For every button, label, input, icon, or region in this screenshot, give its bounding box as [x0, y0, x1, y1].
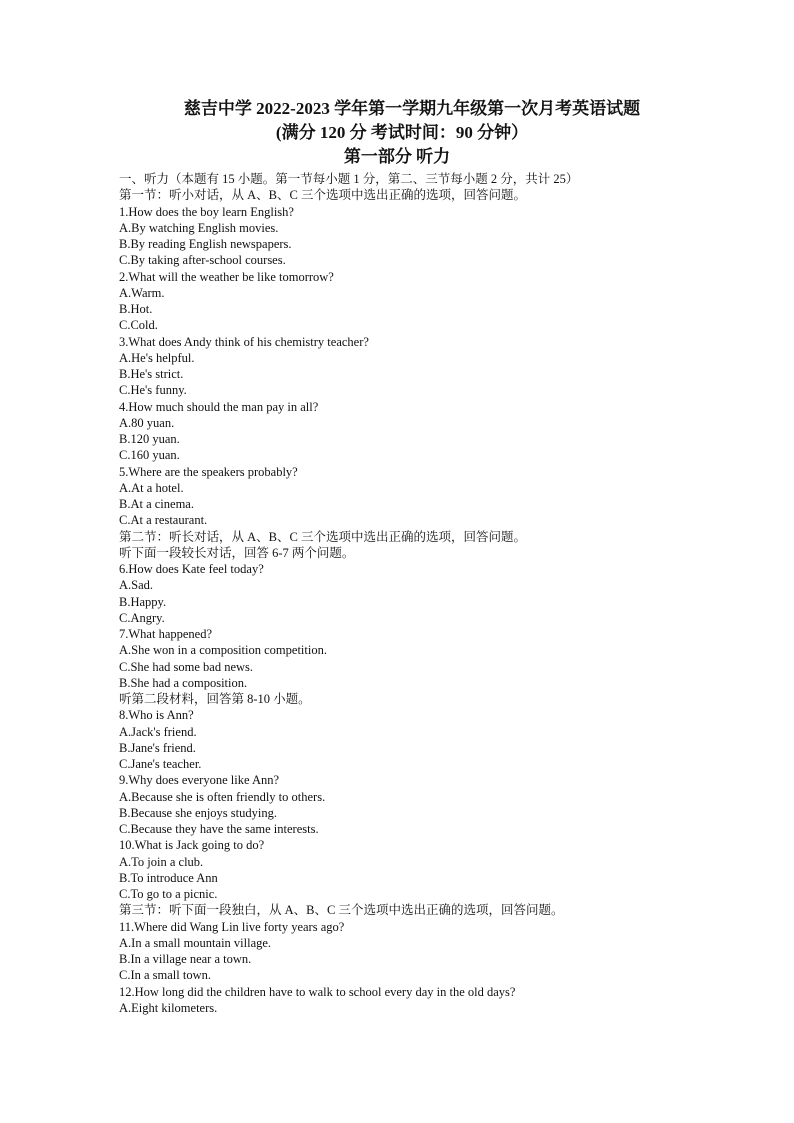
text-line: C.She had some bad news. — [119, 659, 254, 674]
text-line: A.Jack's friend. — [119, 724, 197, 739]
document-header — [0, 97, 794, 169]
text-line: 第一节：听小对话，从 A、B、C 三个选项中选出正确的选项，回答问题。 — [119, 188, 526, 203]
text-line: A.Eight kilometers. — [119, 1000, 218, 1015]
text-line: 第二节：听长对话，从 A、B、C 三个选项中选出正确的选项，回答问题。 — [119, 529, 526, 544]
text-line: B.By reading English newspapers. — [119, 237, 292, 251]
text-line: C.To go to a picnic. — [119, 887, 218, 901]
text-line: B.120 yuan. — [119, 432, 180, 446]
text-line: C.He's funny. — [119, 383, 187, 398]
text-line: C.By taking after-school courses. — [119, 253, 286, 268]
text-line: A.To join a club. — [119, 854, 204, 869]
text-line: B.In a village near a town. — [119, 952, 252, 966]
text-line: A.By watching English movies. — [119, 220, 279, 235]
text-line: A.She won in a composition competition. — [119, 643, 327, 658]
text-line: C.160 yuan. — [119, 448, 180, 463]
text-line: B.She had a composition. — [119, 675, 248, 690]
text-line: 12.How long did the children have to walk to school every day in the old days? — [119, 984, 516, 999]
text-line: B.Happy. — [119, 594, 167, 609]
text-line: C.Jane's teacher. — [119, 757, 202, 771]
text-line: B.He's strict. — [119, 367, 184, 381]
text-line: B.To introduce Ann — [119, 870, 218, 885]
text-line: A.Sad. — [119, 578, 154, 593]
text-line: 7.What happened? — [119, 627, 213, 641]
text-line: A.80 yuan. — [119, 415, 175, 430]
part-heading: 第一部分 听力 — [343, 147, 451, 166]
text-line: 10.What is Jack going to do? — [119, 838, 265, 853]
text-line: 5.Where are the speakers probably? — [119, 464, 298, 479]
text-line: 听下面一段较长对话，回答 6-7 两个问题。 — [119, 545, 355, 560]
text-line: B.Jane's friend. — [119, 740, 196, 755]
text-line: 听第二段材料，回答第 8-10 小题。 — [119, 692, 311, 706]
text-line: 11.Where did Wang Lin live forty years ago? — [119, 919, 345, 934]
text-line: 一、听力（本题有 15 小题。第一节每小题 1 分，第二、三节每小题 2 分，共计 25） — [119, 172, 579, 186]
text-line: B.At a cinema. — [119, 497, 194, 511]
text-line: 第三节：听下面一段独白，从 A、B、C 三个选项中选出正确的选项，回答问题。 — [119, 903, 564, 918]
text-line: 3.What does Andy think of his chemistry teacher? — [119, 334, 369, 349]
text-line: 1.How does the boy learn English? — [119, 204, 294, 219]
text-line: 8.Who is Ann? — [119, 708, 194, 723]
text-line: B.Hot. — [119, 302, 153, 316]
text-line: C.Angry. — [119, 610, 165, 625]
document-title: 慈吉中学 2022-2023 学年第一学期九年级第一次月考英语试题 — [183, 99, 641, 118]
text-line: C.Cold. — [119, 318, 158, 333]
text-line: A.Because she is often friendly to others. — [119, 789, 326, 804]
text-line: 4.How much should the man pay in all? — [119, 399, 319, 414]
text-line: A.He's helpful. — [119, 350, 195, 365]
text-line: C.At a restaurant. — [119, 513, 208, 528]
text-line: A.Warm. — [119, 285, 165, 300]
text-line: C.Because they have the same interests. — [119, 822, 319, 836]
text-line: B.Because she enjoys studying. — [119, 805, 277, 820]
exam-info: (满分 120 分 考试时间：90 分钟） — [275, 123, 529, 142]
text-line: 2.What will the weather be like tomorrow? — [119, 269, 334, 284]
text-line: C.In a small town. — [119, 968, 212, 983]
text-line: 9.Why does everyone like Ann? — [119, 773, 280, 788]
text-line: A.In a small mountain village. — [119, 935, 272, 950]
exam-body — [119, 171, 719, 1016]
text-line: 6.How does Kate feel today? — [119, 562, 264, 576]
text-line: A.At a hotel. — [119, 480, 184, 495]
